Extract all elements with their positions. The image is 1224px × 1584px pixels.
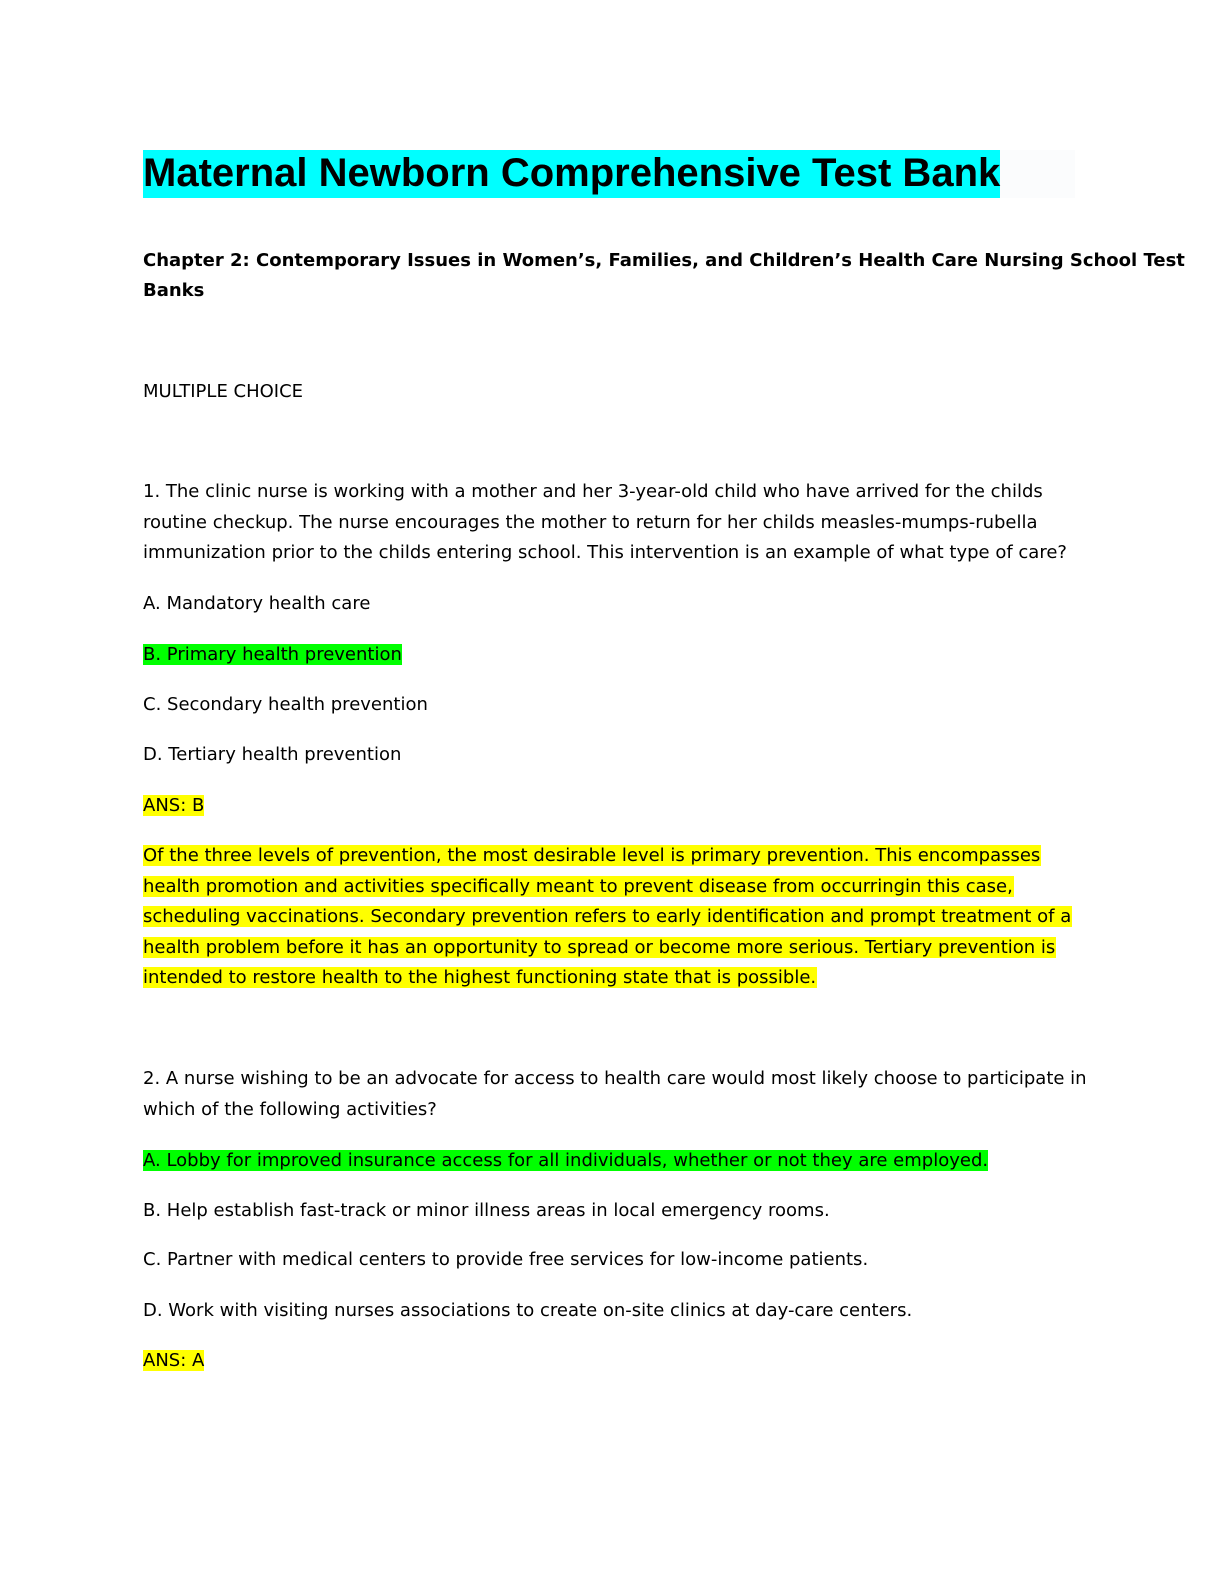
question-stem-line: routine checkup. The nurse encourages the mother to return for her childs measles-mumps-rubella xyxy=(143,511,1038,533)
rationale-line: Of the three levels of prevention, the most desirable level is primary prevention. This encompasses xyxy=(143,845,1041,866)
rationale-line: health problem before it has an opportunity to spread or become more serious. Tertiary prevention is xyxy=(143,936,1056,958)
answer-text: ANS: B xyxy=(143,795,205,816)
question-1-option-b xyxy=(143,640,1073,671)
option-text: C. Secondary health prevention xyxy=(143,694,428,715)
option-text: C. Partner with medical centers to provide free services for low-income patients. xyxy=(143,1249,869,1270)
question-stem-line: which of the following activities? xyxy=(143,1098,437,1120)
option-text: B. Help establish fast-track or minor illness areas in local emergency rooms. xyxy=(143,1200,830,1221)
question-stem-line: immunization prior to the childs entering school. This intervention is an example of what type of care? xyxy=(143,542,1067,564)
question-1-option-d xyxy=(143,740,1073,771)
question-stem-line: 1. The clinic nurse is working with a mother and her 3-year-old child who have arrived for the childs xyxy=(143,481,1043,502)
chapter-heading xyxy=(143,246,1185,306)
rationale-line: health promotion and activities specifically meant to prevent disease from occurringin this case, xyxy=(143,875,1013,897)
chapter-heading-line: Chapter 2: Contemporary Issues in Women’s, Families, and Children’s Health Care Nursing School Test xyxy=(143,250,1185,271)
question-2-stem xyxy=(143,1064,1087,1125)
question-1-stem xyxy=(143,477,1073,569)
chapter-heading-line: Banks xyxy=(143,280,205,301)
question-2-option-d xyxy=(143,1296,1073,1327)
option-text: A. Mandatory health care xyxy=(143,593,371,614)
correct-option-text: A. Lobby for improved insurance access for all individuals, whether or not they are employed. xyxy=(143,1150,989,1171)
question-1-option-c xyxy=(143,690,1073,721)
question-1-option-a xyxy=(143,589,1073,620)
document-title: Maternal Newborn Comprehensive Test Bank xyxy=(143,150,1000,198)
question-2-answer xyxy=(143,1346,1073,1377)
question-1-rationale xyxy=(143,841,1073,994)
question-2-option-b xyxy=(143,1196,1073,1227)
section-label: MULTIPLE CHOICE xyxy=(143,381,304,402)
title-row xyxy=(143,150,1075,198)
question-2-option-a xyxy=(143,1146,1073,1177)
correct-option-text: B. Primary health prevention xyxy=(143,644,402,665)
question-stem-line: 2. A nurse wishing to be an advocate for access to health care would most likely choose to participate in xyxy=(143,1068,1087,1089)
rationale-line: scheduling vaccinations. Secondary prevention refers to early identification and prompt treatment of a xyxy=(143,906,1072,928)
question-2-option-c xyxy=(143,1245,1073,1276)
rationale-line: intended to restore health to the highest functioning state that is possible. xyxy=(143,967,817,989)
option-text: D. Tertiary health prevention xyxy=(143,744,402,765)
option-text: D. Work with visiting nurses associations to create on-site clinics at day-care centers. xyxy=(143,1300,913,1321)
question-1-answer xyxy=(143,791,1073,822)
answer-text: ANS: A xyxy=(143,1350,205,1371)
